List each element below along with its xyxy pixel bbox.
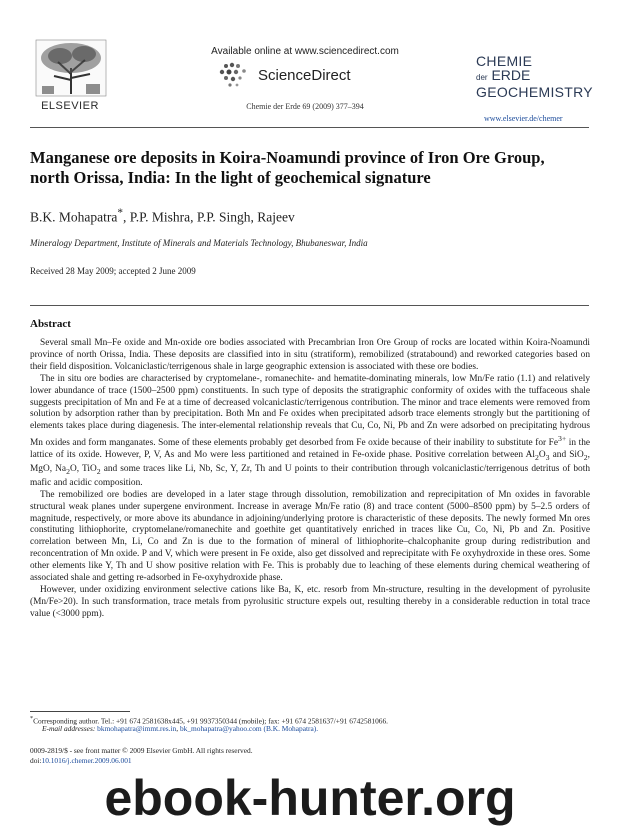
journal-logo: [476, 54, 591, 100]
journal-logo-line2: [476, 68, 591, 85]
email-link-1[interactable]: bkmohapatra@immt.res.in: [97, 724, 177, 733]
abstract-p2-text: The in situ ore bodies are characterised by cryptomelane-, romanechite- and hematite-dominating minerals, low Mn/Fe ratio (1.1) and relatively lower abundance of trace (1500–2500 ppm) constituents. In such type of deposits the stratigraphic conformity of oxides with the tuffaceous shale suggests precipitation of Mn and Fe at a time of decreased volcaniclastic/terrigenous contribution. The minor and trace elements were removed from solution by adsorption rather than by precipitation. Both Mn and Fe oxides when precipitated adsorb trace elements strongly but the partitioning of elements takes place during diagenesis. The inter-elemental relationship reveals that Cu, Co, Ni, Pb and Zn were adsorbed on precipitating hydrous Mn oxides and form manganates. Some of these elements probably get desorbed from Fe oxide because of their inability to substitute for Fe: [30, 373, 590, 449]
subscript: 2: [66, 466, 70, 476]
email-footnote: [30, 724, 590, 734]
email-separator: ,: [176, 724, 180, 733]
abstract-body: [30, 338, 590, 621]
fe-charge-sup: 3+: [558, 434, 567, 444]
journal-logo-erde: ERDE: [491, 67, 531, 83]
subscript: 3: [545, 453, 550, 463]
email-link-2[interactable]: bk_mohapatra@yahoo.com: [179, 724, 262, 733]
abstract-heading: Abstract: [30, 318, 71, 330]
journal-reference: Chemie der Erde 69 (2009) 377–394: [246, 102, 364, 111]
journal-logo-line3: GEOCHEMISTRY: [476, 84, 593, 100]
article-title-line1: Manganese ore deposits in Koira-Noamundi province of Iron Ore Group,: [30, 148, 545, 167]
received-dates: Received 28 May 2009; accepted 2 June 2009: [30, 266, 196, 276]
journal-logo-der: der: [476, 73, 488, 82]
footnote-text: Corresponding author. Tel.: +91 674 2581638x445, +91 9937350344 (mobile); fax: +91 674 2581637/+91 6742581066.: [33, 716, 389, 726]
sciencedirect-dots-icon: [216, 60, 256, 90]
author-corresponding[interactable]: B.K. Mohapatra: [30, 209, 118, 225]
abstract-paragraph-1: Several small Mn–Fe oxide and Mn-oxide ore bodies associated with Precambrian Iron Ore Group of rocks are located within Koira-Noamundi province of north Orissa, India. These deposits are classified into in situ (stratiform), remobilized (stratabound) and reworked categories based on their field disposition. Volcaniclastic/terrigenous shale in large geographic extension is associated with these ore bodies.: [30, 338, 590, 372]
email-owner[interactable]: (B.K. Mohapatra).: [261, 724, 319, 733]
sciencedirect-wordmark: ScienceDirect: [258, 67, 351, 84]
article-title: [30, 148, 590, 188]
author-others: , P.P. Mishra, P.P. Singh, Rajeev: [122, 209, 295, 225]
email-label: E-mail addresses:: [42, 724, 96, 733]
issn-block: [30, 746, 253, 766]
subscript: 2: [96, 466, 101, 476]
abstract-p2-text: O, TiO: [69, 464, 97, 475]
abstract-paragraph-2: [30, 374, 590, 490]
doi-link[interactable]: 10.1016/j.chemer.2009.06.001: [41, 756, 132, 765]
journal-logo-line1: CHEMIE: [476, 53, 533, 69]
abstract-p2-text: O: [538, 450, 546, 461]
abstract-p2-text: in the lattice of its oxide. However, P, V, As and Mo were less partitioned and retained in Fe-oxide phase. Positive correlation between Al: [30, 438, 591, 461]
publisher-name: ELSEVIER: [41, 100, 99, 112]
abstract-divider: [30, 305, 589, 306]
abstract-p2-text: and SiO: [549, 450, 584, 461]
abstract-paragraph-3: The remobilized ore bodies are developed in a later stage through dissolution, remobilization and reprecipitation of Mn oxides in favorable structural weak planes under supergene environment. Increase in average Mn/Fe ratio (8) and trace content (5000–8500 ppm) by 5–2.5 orders of magnitude, respectively, or more above its abundance in adjoining/underlying protore is characteristic of these deposits. The newly formed Mn ores constituting lithiophorite, cryptomelane/romanechite and goethite get quantitatively enriched in traces like Cu, Co, Ni, Pb and Zn. Positive correlation between Mn, Li, Co and Zn is due to the formation of mineral of lithiophorite–chalcophanite group during redistribution and reconcentration of Mn oxide. P and V, which were present in Fe oxide, also get dissolved and reprecipitate with Fe oxyhydroxide in these ores. Some other elements like Y, Th and U show positive relation with Fe. This is probably due to leaching of these elements during chemical weathering of associated shale and getting re-adsorbed in Fe-oxyhydroxide phase.: [30, 489, 590, 584]
footnote-mark: *: [30, 716, 34, 722]
abstract-p2-text: , MgO, Na: [30, 450, 590, 475]
doi-line: [30, 756, 253, 766]
abstract-p2-text: and some traces like Li, Nb, Sc, Y, Zr, Th and U points to their contribution through volcaniclastic/terrigenous detritus of both mafic and acidic composition.: [30, 464, 590, 488]
affiliation: Mineralogy Department, Institute of Minerals and Materials Technology, Bhubaneswar, India: [30, 238, 368, 248]
corresponding-mark[interactable]: *: [117, 207, 123, 219]
watermark-text: ebook-hunter.org: [104, 770, 516, 826]
abstract-paragraph-4: However, under oxidizing environment selective cations like Ba, K, etc. resorb from Mn-structure, resulting in the development of pyrolusite (Mn/Fe>20). In such transformation, trace metals from pyrolusitic structure expels out, resulting thereby in a considerable reduction in total trace value (<3000 ppm).: [30, 584, 590, 619]
subscript: 2: [583, 453, 588, 463]
footnote-divider: [30, 711, 130, 712]
subscript: 2: [535, 453, 539, 463]
available-online-text: Available online at www.sciencedirect.com: [211, 46, 399, 57]
journal-url-link[interactable]: www.elsevier.de/chemer: [484, 114, 563, 123]
issn-line: 0009-2819/$ - see front matter © 2009 Elsevier GmbH. All rights reserved.: [30, 746, 253, 755]
header-divider: [30, 127, 589, 128]
doi-label: doi:: [30, 756, 42, 765]
author-list: [30, 207, 295, 226]
article-title-line2: north Orissa, India: In the light of geochemical signature: [30, 168, 431, 187]
